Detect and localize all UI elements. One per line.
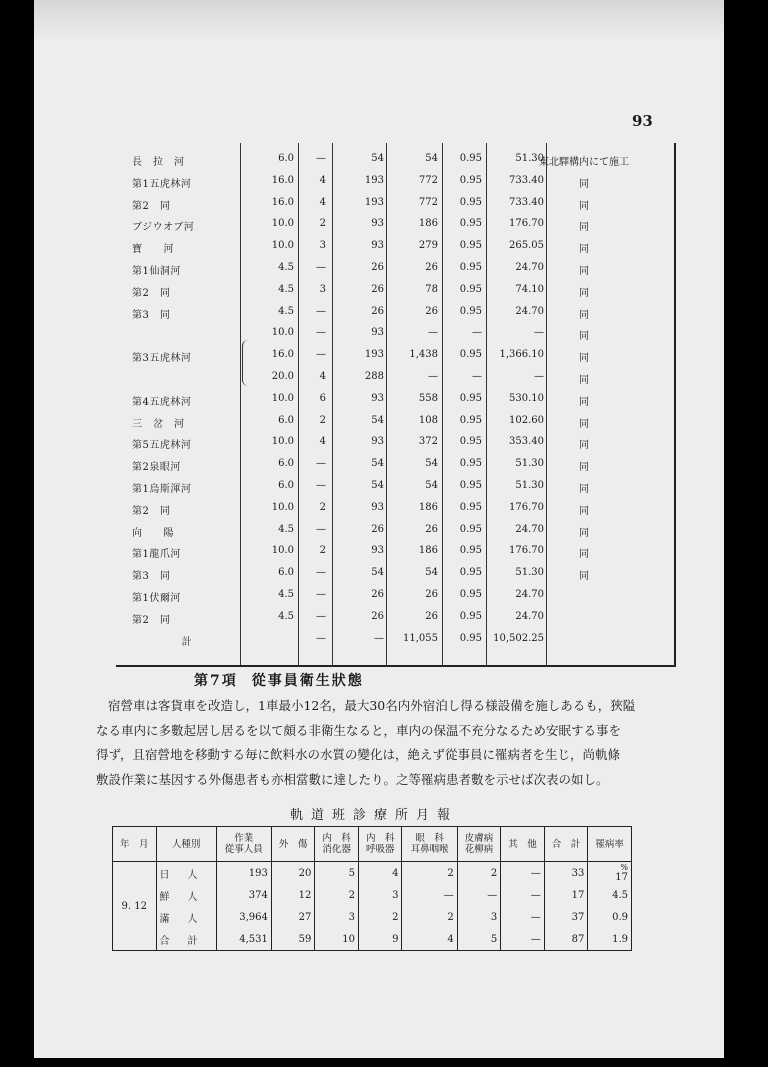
cell-c: — xyxy=(374,632,384,644)
cell-skin: 5 xyxy=(457,928,501,951)
table-row xyxy=(116,302,670,324)
cell-e: 0.95 xyxy=(459,436,482,448)
cell-c: 93 xyxy=(371,545,384,557)
cell-d: 372 xyxy=(418,436,438,448)
cell-e: 0.95 xyxy=(459,610,482,622)
cell-e: 0.95 xyxy=(459,589,482,600)
cell-name: 第5五虎林河 xyxy=(132,440,192,452)
cell-b: 2 xyxy=(319,501,326,513)
cell-a: 10.0 xyxy=(271,327,294,339)
cell-f: 51.30 xyxy=(515,458,544,470)
cell-race: 日 人 xyxy=(156,862,216,885)
cell-d: 26 xyxy=(425,589,438,600)
cell-f: 176.70 xyxy=(509,545,544,557)
cell-f: 10,502.25 xyxy=(493,632,544,644)
cell-a: 6.0 xyxy=(278,414,294,426)
cell-workers: 3,964 xyxy=(216,906,271,928)
cell-g: 同 xyxy=(579,287,589,299)
cell-d: 26 xyxy=(425,262,438,273)
cell-a: 10.0 xyxy=(271,545,294,557)
cell-c: 54 xyxy=(371,153,384,164)
cell-a: 4.5 xyxy=(278,262,294,273)
cell-dig: 5 xyxy=(315,862,359,885)
cell-total: 87 xyxy=(544,928,588,951)
cell-skin: 3 xyxy=(457,906,501,928)
cell-d: 772 xyxy=(418,174,438,186)
table-row xyxy=(113,884,632,906)
cell-g: 同 xyxy=(579,396,589,408)
cell-c: 26 xyxy=(371,283,384,295)
cell-b: — xyxy=(316,349,326,361)
cell-e: 0.95 xyxy=(459,523,482,535)
cell-d: 279 xyxy=(418,240,438,252)
cell-name: 第1仙洞河 xyxy=(132,266,181,277)
paragraph-line: 敷設作業に基因する外傷患者も亦相當數に達したり。之等罹病患者數を示せば次表の如し。 xyxy=(96,771,609,787)
cell-e: 0.95 xyxy=(459,501,482,513)
cell-g: 同 xyxy=(579,309,589,321)
table-row xyxy=(116,323,670,345)
cell-a: 4.5 xyxy=(278,305,294,317)
cell-a: 10.0 xyxy=(271,501,294,513)
cell-workers: 374 xyxy=(216,884,271,906)
cell-name: 第2泉眼河 xyxy=(132,462,181,474)
cell-b: — xyxy=(316,458,326,470)
cell-e: 0.95 xyxy=(459,174,482,186)
table-row xyxy=(116,585,670,607)
cell-other: — xyxy=(501,862,545,885)
cell-rate: 4.5 xyxy=(588,884,632,906)
cell-workers: 193 xyxy=(216,862,271,885)
cell-f: 24.70 xyxy=(515,589,544,600)
cell-d: 26 xyxy=(425,305,438,317)
cell-f: 24.70 xyxy=(515,523,544,535)
cell-f: 733.40 xyxy=(509,174,544,186)
cell-a: 6.0 xyxy=(278,480,294,491)
cell-resp: 4 xyxy=(358,862,402,885)
cell-b: — xyxy=(316,305,326,317)
section-number: 第7項 xyxy=(194,673,238,689)
cell-b: — xyxy=(316,523,326,535)
cell-d: 186 xyxy=(418,218,438,230)
cell-f: — xyxy=(534,327,544,339)
cell-f: 102.60 xyxy=(509,414,544,426)
cell-a: 6.0 xyxy=(278,567,294,579)
cell-name: 第1五虎林河 xyxy=(132,178,192,190)
cell-e: 0.95 xyxy=(459,458,482,470)
cell-b: — xyxy=(316,610,326,622)
table-row xyxy=(116,607,670,629)
table-row xyxy=(116,541,670,563)
cell-b: 2 xyxy=(319,414,326,426)
cell-f: 1,366.10 xyxy=(499,349,544,361)
cell-rate: 0.9 xyxy=(588,906,632,928)
cell-e: 0.95 xyxy=(459,196,482,208)
cell-c: 26 xyxy=(371,589,384,600)
cell-f: 51.30 xyxy=(515,153,544,164)
column-header: 合 計 xyxy=(544,827,588,862)
cell-c: 93 xyxy=(371,501,384,513)
table-row xyxy=(113,906,632,928)
cell-b: — xyxy=(316,567,326,579)
cell-f: 176.70 xyxy=(509,218,544,230)
cell-c: 193 xyxy=(364,196,384,208)
column-header: 内 科 消化器 xyxy=(315,827,359,862)
paragraph-line: 宿營車は客貨車を改造し，1車最小12名，最大30名内外宿泊し得る様設備を施しあるも，狹隘 xyxy=(108,698,636,713)
cell-f: 24.70 xyxy=(515,262,544,273)
cell-c: 26 xyxy=(371,262,384,273)
cell-name: 第1伏爾河 xyxy=(132,593,181,604)
cell-other: — xyxy=(501,906,545,928)
cell-d: 54 xyxy=(425,480,438,491)
cell-g: 同 xyxy=(579,222,589,234)
cell-name: 第3五虎林河 xyxy=(132,353,192,365)
table-row xyxy=(116,454,670,476)
cell-f: 265.05 xyxy=(509,240,544,252)
cell-b: — xyxy=(316,480,326,491)
cell-e: 0.95 xyxy=(459,240,482,252)
cell-g: 同 xyxy=(579,266,589,277)
cell-name: 第2 同 xyxy=(132,614,171,626)
cell-total: 17 xyxy=(544,884,588,906)
cell-a: 16.0 xyxy=(271,196,294,208)
section-heading xyxy=(194,670,554,690)
cell-f: 51.30 xyxy=(515,567,544,579)
cell-g: 同 xyxy=(579,440,589,452)
cell-c: 93 xyxy=(371,436,384,448)
page-number: 93 xyxy=(632,112,653,130)
rate-value: 17 xyxy=(615,871,628,883)
cell-ext: 59 xyxy=(271,928,315,951)
cell-g: 同 xyxy=(579,331,589,343)
cell-resp: 2 xyxy=(358,906,402,928)
cell-name: 第3 同 xyxy=(132,309,171,321)
cell-c: 54 xyxy=(371,414,384,426)
cell-b: 4 xyxy=(319,436,326,448)
cell-f: 24.70 xyxy=(515,305,544,317)
cell-e: — xyxy=(472,371,482,382)
cell-c: 54 xyxy=(371,567,384,579)
cell-ext: 20 xyxy=(271,862,315,885)
cell-dig: 3 xyxy=(315,906,359,928)
cell-c: 54 xyxy=(371,458,384,470)
column-header: 罹病率 xyxy=(588,827,632,862)
table-row xyxy=(116,520,670,542)
cell-d: 1,438 xyxy=(409,349,438,361)
cell-g: 同 xyxy=(579,178,589,190)
cell-e: 0.95 xyxy=(459,545,482,557)
cell-name: ブジウオブ河 xyxy=(132,222,195,234)
cell-rate: 1.9 xyxy=(588,928,632,951)
column-header: 年 月 xyxy=(113,827,157,862)
cell-e: 0.95 xyxy=(459,262,482,273)
section-title: 從事員衛生狀態 xyxy=(251,673,364,689)
table-row xyxy=(113,928,632,951)
cell-workers: 4,531 xyxy=(216,928,271,951)
cell-dig: 2 xyxy=(315,884,359,906)
cell-c: 93 xyxy=(371,392,384,404)
table-row xyxy=(116,258,670,280)
cell-b: 2 xyxy=(319,218,326,230)
table-row xyxy=(116,193,670,215)
cell-name: 第1龍爪河 xyxy=(132,549,181,561)
cell-g: 同 xyxy=(579,505,589,517)
cell-name: 第2 同 xyxy=(132,505,171,517)
paragraph-line: なる車内に多數起居し居るを以て頗る非衛生なると，車内の保温不充分なるため安眠する事を xyxy=(96,722,622,738)
cell-c: 93 xyxy=(371,327,384,339)
table-title: 軌道班診療所月報 xyxy=(289,808,458,823)
cell-name: 第4五虎林河 xyxy=(132,396,192,408)
cell-f: 733.40 xyxy=(509,196,544,208)
cell-c: 193 xyxy=(364,174,384,186)
cell-c: 193 xyxy=(364,349,384,361)
cell-g: 同 xyxy=(579,418,589,430)
cell-d: 11,055 xyxy=(403,632,438,644)
cell-e: 0.95 xyxy=(459,349,482,361)
cell-a: 10.0 xyxy=(271,392,294,404)
cell-eye: — xyxy=(402,884,457,906)
table-row xyxy=(116,149,670,171)
cell-eye: 4 xyxy=(402,928,457,951)
cell-d: 26 xyxy=(425,523,438,535)
cell-g: 同 xyxy=(579,527,589,539)
cell-g: 同 xyxy=(579,462,589,474)
cell-d: — xyxy=(428,327,438,339)
table-row xyxy=(116,411,670,433)
cell-a: 4.5 xyxy=(278,589,294,600)
table-row xyxy=(116,563,670,585)
cell-e: — xyxy=(472,327,482,339)
table-row xyxy=(113,862,632,885)
cell-e: 0.95 xyxy=(459,632,482,644)
cell-f: 24.70 xyxy=(515,610,544,622)
table-row xyxy=(116,389,670,411)
cell-name: 第2 同 xyxy=(132,287,171,299)
cell-a: 4.5 xyxy=(278,610,294,622)
cell-b: — xyxy=(316,327,326,339)
cell-b: — xyxy=(316,153,326,164)
cell-f: 176.70 xyxy=(509,501,544,513)
cell-d: 772 xyxy=(418,196,438,208)
clinic-report-table xyxy=(112,826,632,951)
cell-a: 20.0 xyxy=(271,371,294,382)
cell-d: 78 xyxy=(425,283,438,295)
cell-g: 同 xyxy=(579,244,589,256)
cell-name: 寶 河 xyxy=(132,244,174,256)
cell-e: 0.95 xyxy=(459,153,482,164)
cell-d: 54 xyxy=(425,153,438,164)
cell-name: 第2 同 xyxy=(132,200,171,212)
cell-name: 第3 同 xyxy=(132,571,171,583)
cell-d: 54 xyxy=(425,458,438,470)
cell-b: 4 xyxy=(319,196,326,208)
column-header: 内 科 呼吸器 xyxy=(358,827,402,862)
cell-skin: 2 xyxy=(457,862,501,885)
cell-c: 26 xyxy=(371,523,384,535)
percent-unit: % xyxy=(620,862,628,872)
cell-a: 4.5 xyxy=(278,523,294,535)
cell-eye: 2 xyxy=(402,862,457,885)
cell-a: 10.0 xyxy=(271,240,294,252)
cell-b: 4 xyxy=(319,371,326,382)
cell-g: 同 xyxy=(579,200,589,212)
cell-b: 2 xyxy=(319,545,326,557)
cell-d: 558 xyxy=(418,392,438,404)
table-row xyxy=(116,236,670,258)
cell-g: 同 xyxy=(579,571,589,583)
cell-race: 合 計 xyxy=(156,928,216,951)
cell-f: 353.40 xyxy=(509,436,544,448)
cell-d: 26 xyxy=(425,610,438,622)
cell-g: 東北驛構内にて施工 xyxy=(539,157,629,168)
cell-d: 186 xyxy=(418,545,438,557)
cell-d: — xyxy=(428,371,438,382)
cell-name: 計 xyxy=(181,636,193,648)
cell-ext: 12 xyxy=(271,884,315,906)
cell-b: — xyxy=(316,632,326,644)
cell-e: 0.95 xyxy=(459,218,482,230)
cell-c: 93 xyxy=(371,240,384,252)
cell-dig: 10 xyxy=(315,928,359,951)
column-header: 外 傷 xyxy=(271,827,315,862)
cell-d: 54 xyxy=(425,567,438,579)
column-header: 眼 科 耳鼻咽喉 xyxy=(402,827,457,862)
cell-rate xyxy=(588,862,632,885)
cell-b: 3 xyxy=(319,283,326,295)
cell-e: 0.95 xyxy=(459,480,482,491)
cell-f: 51.30 xyxy=(515,480,544,491)
cell-c: 54 xyxy=(371,480,384,491)
cell-race: 鮮 人 xyxy=(156,884,216,906)
cell-g: 同 xyxy=(579,353,589,365)
cell-b: 4 xyxy=(319,174,326,186)
river-works-table xyxy=(116,143,676,667)
cell-b: 6 xyxy=(319,392,326,404)
table-row xyxy=(116,171,670,193)
cell-e: 0.95 xyxy=(459,414,482,426)
table-row xyxy=(116,432,670,454)
cell-f: 74.10 xyxy=(515,283,544,295)
column-header: 其 他 xyxy=(501,827,545,862)
cell-e: 0.95 xyxy=(459,392,482,404)
table-row xyxy=(116,476,670,498)
cell-a: 10.0 xyxy=(271,218,294,230)
cell-other: — xyxy=(501,884,545,906)
table-row xyxy=(116,498,670,520)
cell-a: 6.0 xyxy=(278,153,294,164)
cell-a: 4.5 xyxy=(278,283,294,295)
cell-name: 三 岔 河 xyxy=(132,418,185,430)
cell-a: 16.0 xyxy=(271,174,294,186)
body-paragraph xyxy=(96,694,692,792)
cell-c: 26 xyxy=(371,305,384,317)
cell-race: 滿 人 xyxy=(156,906,216,928)
cell-skin: — xyxy=(457,884,501,906)
cell-c: 288 xyxy=(364,371,384,382)
cell-f: — xyxy=(534,371,544,382)
date-cell: 9. 12 xyxy=(113,862,157,951)
cell-e: 0.95 xyxy=(459,305,482,317)
cell-c: 93 xyxy=(371,218,384,230)
cell-b: — xyxy=(316,262,326,273)
table-row xyxy=(116,629,670,651)
document-page xyxy=(34,0,724,1058)
cell-ext: 27 xyxy=(271,906,315,928)
cell-name: 向 陽 xyxy=(132,527,174,539)
column-header: 作業 從事人員 xyxy=(216,827,271,862)
cell-name: 長 拉 河 xyxy=(132,157,185,168)
cell-g: 同 xyxy=(579,549,589,561)
cell-f: 530.10 xyxy=(509,392,544,404)
column-header: 皮膚病 花柳病 xyxy=(457,827,501,862)
table-row xyxy=(116,214,670,236)
cell-e: 0.95 xyxy=(459,567,482,579)
cell-other: — xyxy=(501,928,545,951)
column-header: 人種別 xyxy=(156,827,216,862)
cell-total: 33 xyxy=(544,862,588,885)
cell-e: 0.95 xyxy=(459,283,482,295)
cell-g: 同 xyxy=(579,375,589,386)
cell-a: 16.0 xyxy=(271,349,294,361)
paragraph-line: 得ず，且宿營地を移動する毎に飲料水の水質の變化は，絶えず從事員に罹病者を生じ，尚軌條 xyxy=(96,747,621,762)
cell-total: 37 xyxy=(544,906,588,928)
cell-resp: 3 xyxy=(358,884,402,906)
cell-name: 第1烏斯渾河 xyxy=(132,484,192,495)
table-header-row xyxy=(113,827,632,862)
cell-d: 108 xyxy=(418,414,438,426)
cell-d: 186 xyxy=(418,501,438,513)
cell-a: 10.0 xyxy=(271,436,294,448)
table-row xyxy=(116,367,670,389)
table-row xyxy=(116,280,670,302)
cell-c: 26 xyxy=(371,610,384,622)
cell-a: 6.0 xyxy=(278,458,294,470)
cell-b: 3 xyxy=(319,240,326,252)
cell-g: 同 xyxy=(579,484,589,495)
cell-resp: 9 xyxy=(358,928,402,951)
table-row xyxy=(116,345,670,367)
cell-eye: 2 xyxy=(402,906,457,928)
cell-b: — xyxy=(316,589,326,600)
